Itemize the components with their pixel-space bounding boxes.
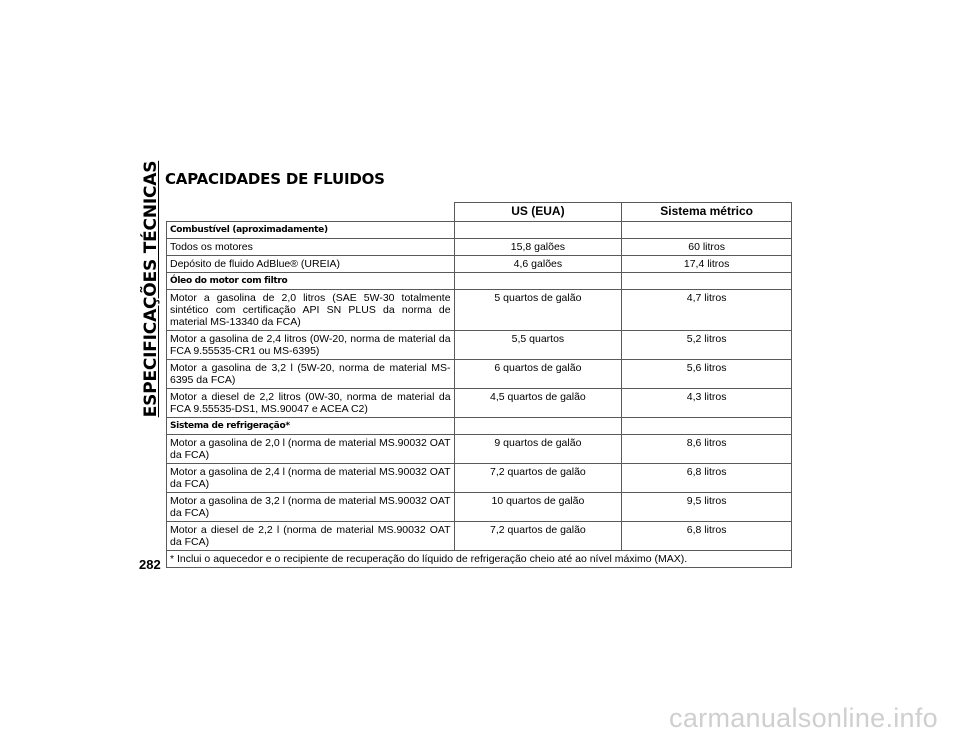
table-row <box>167 331 792 360</box>
item-us-value: 4,5 quartos de galão <box>454 389 622 418</box>
table-row <box>167 493 792 522</box>
category-row <box>167 222 792 239</box>
table-row <box>167 435 792 464</box>
item-metric-value: 60 litros <box>622 239 792 256</box>
empty-cell <box>454 273 622 290</box>
item-label: Motor a gasolina de 3,2 l (5W-20, norma de material MS-6395 da FCA) <box>167 360 455 389</box>
category-row <box>167 273 792 290</box>
item-metric-value: 4,7 litros <box>622 290 792 331</box>
item-metric-value: 6,8 litros <box>622 464 792 493</box>
item-metric-value: 6,8 litros <box>622 522 792 551</box>
empty-cell <box>622 222 792 239</box>
table-row <box>167 256 792 273</box>
item-label: Motor a gasolina de 2,0 litros (SAE 5W-30 totalmente sintético com certificação API SN PLUS da norma de material MS-13340 da FCA) <box>167 290 455 331</box>
item-metric-value: 8,6 litros <box>622 435 792 464</box>
item-label: Motor a diesel de 2,2 l (norma de material MS.90032 OAT da FCA) <box>167 522 455 551</box>
side-section-title-text: ESPECIFICAÇÕES TÉCNICAS <box>141 160 161 418</box>
item-us-value: 5 quartos de galão <box>454 290 622 331</box>
table-row <box>167 464 792 493</box>
category-label: Combustível (aproximadamente) <box>167 222 455 239</box>
item-metric-value: 17,4 litros <box>622 256 792 273</box>
header-us: US (EUA) <box>454 203 622 222</box>
table-header-row <box>167 203 792 222</box>
table-row <box>167 239 792 256</box>
empty-cell <box>454 222 622 239</box>
item-us-value: 9 quartos de galão <box>454 435 622 464</box>
page-number: 282 <box>139 557 161 572</box>
item-metric-value: 5,6 litros <box>622 360 792 389</box>
header-metric: Sistema métrico <box>622 203 792 222</box>
category-row <box>167 418 792 435</box>
item-metric-value: 4,3 litros <box>622 389 792 418</box>
table-row <box>167 360 792 389</box>
item-us-value: 5,5 quartos <box>454 331 622 360</box>
item-us-value: 6 quartos de galão <box>454 360 622 389</box>
item-label: Depósito de fluido AdBlue® (UREIA) <box>167 256 455 273</box>
header-blank-cell <box>167 203 455 222</box>
item-label: Motor a gasolina de 2,0 l (norma de material MS.90032 OAT da FCA) <box>167 435 455 464</box>
side-section-title <box>139 160 163 418</box>
item-metric-value: 5,2 litros <box>622 331 792 360</box>
section-title: CAPACIDADES DE FLUIDOS <box>165 170 385 188</box>
watermark: carmanualsonline.info <box>669 703 938 733</box>
empty-cell <box>622 418 792 435</box>
item-label: Motor a gasolina de 2,4 litros (0W-20, norma de material da FCA 9.55535-CR1 ou MS-6395) <box>167 331 455 360</box>
footnote-row <box>167 551 792 568</box>
table-row <box>167 522 792 551</box>
category-label: Sistema de refrigeração* <box>167 418 455 435</box>
item-us-value: 10 quartos de galão <box>454 493 622 522</box>
footnote: * Inclui o aquecedor e o recipiente de recuperação do líquido de refrigeração cheio até ao nível máximo (MAX). <box>167 551 792 568</box>
item-us-value: 7,2 quartos de galão <box>454 522 622 551</box>
item-us-value: 4,6 galões <box>454 256 622 273</box>
empty-cell <box>454 418 622 435</box>
item-us-value: 15,8 galões <box>454 239 622 256</box>
category-label: Óleo do motor com filtro <box>167 273 455 290</box>
item-label: Todos os motores <box>167 239 455 256</box>
table-row <box>167 290 792 331</box>
table-body <box>167 222 792 568</box>
item-us-value: 7,2 quartos de galão <box>454 464 622 493</box>
item-label: Motor a diesel de 2,2 litros (0W-30, norma de material da FCA 9.55535-DS1, MS.90047 e ACEA C2) <box>167 389 455 418</box>
table-row <box>167 389 792 418</box>
item-label: Motor a gasolina de 3,2 l (norma de material MS.90032 OAT da FCA) <box>167 493 455 522</box>
empty-cell <box>622 273 792 290</box>
item-label: Motor a gasolina de 2,4 l (norma de material MS.90032 OAT da FCA) <box>167 464 455 493</box>
fluid-capacities-table <box>166 202 792 568</box>
item-metric-value: 9,5 litros <box>622 493 792 522</box>
